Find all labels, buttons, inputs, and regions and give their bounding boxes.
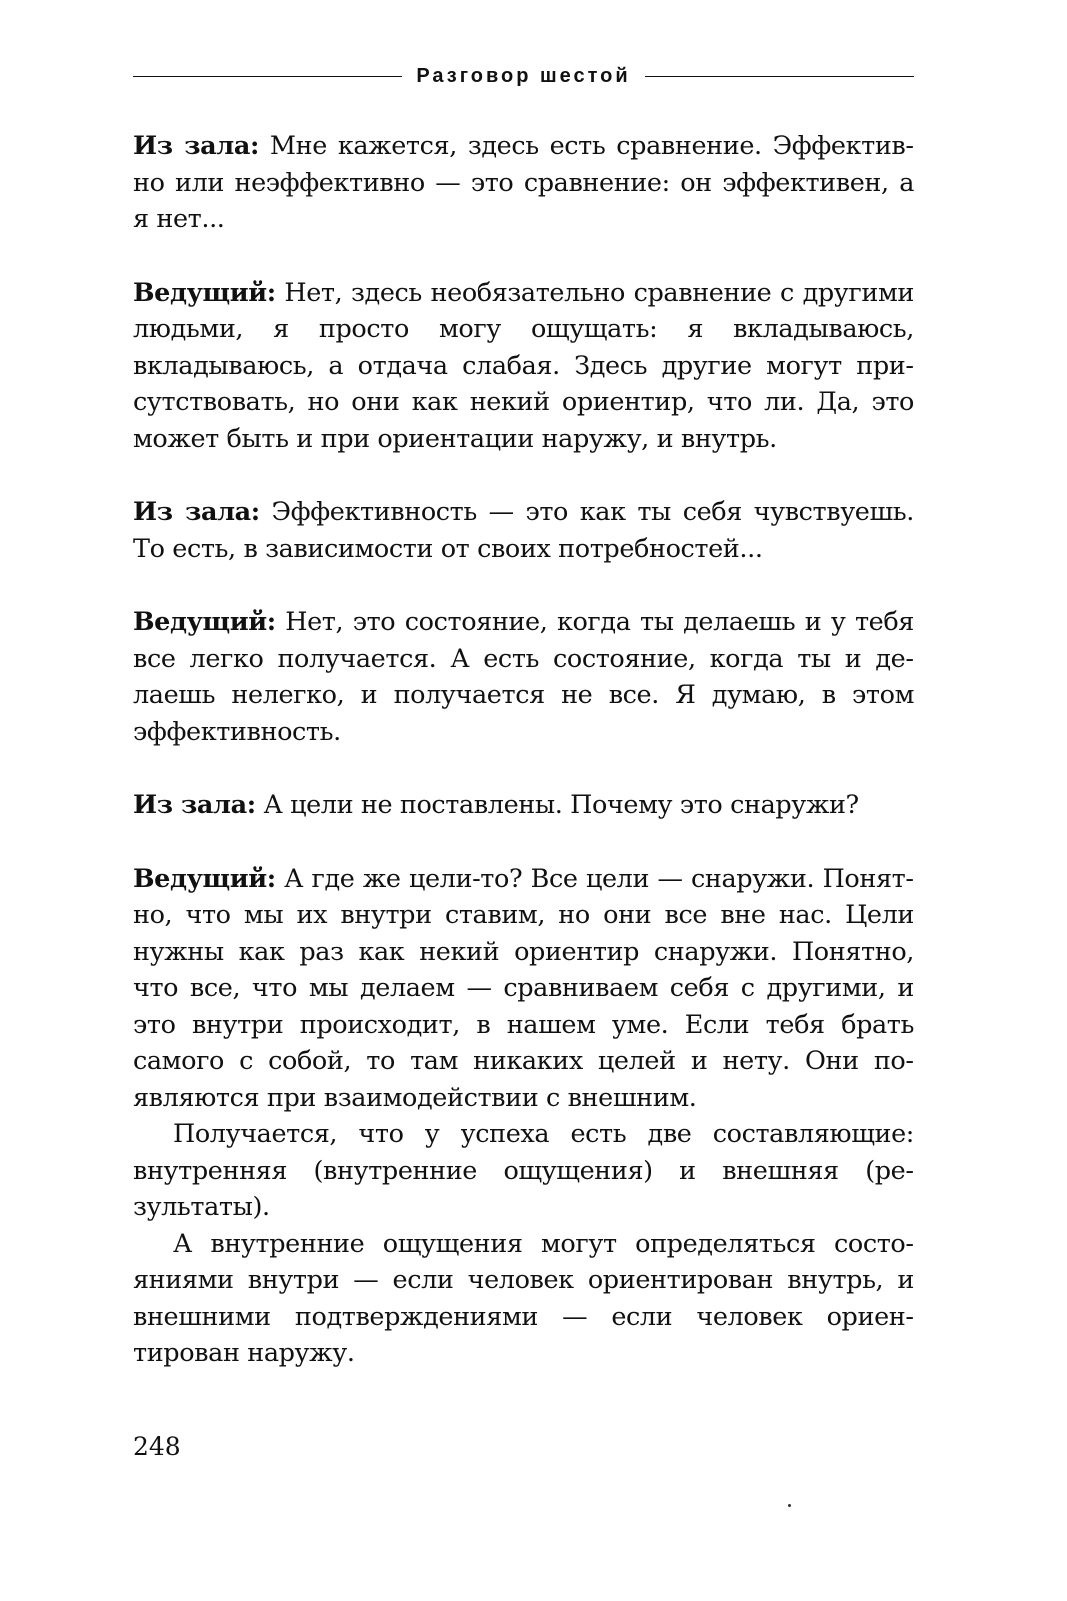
running-header	[133, 64, 914, 88]
print-speck	[788, 1504, 791, 1507]
paragraph-text: Мне кажется, здесь есть сравнение. Эффективно или неэффективно — это сравнение: он эффективен, а я нет...	[133, 131, 914, 234]
paragraph-7: Получается, что у успеха есть две составляющие: внутренняя (внутренние ощущения) и внешняя (результаты).	[133, 1119, 914, 1222]
header-rule-right	[645, 76, 914, 77]
page-number: 248	[133, 1432, 181, 1461]
paragraph-4	[133, 604, 914, 750]
paragraph-5	[133, 787, 914, 824]
speaker-label: Из зала:	[133, 497, 260, 527]
speaker-label: Ведущий:	[133, 607, 276, 637]
paragraph-text: Нет, здесь необязательно сравнение с другими людьми, я просто могу ощущать: я вкладываюсь, вкладываюсь, а отдача слабая. Здесь другие могут присутствовать, но они как некий ориентир, что ли. Да, это может быть и при ориентации наружу, и внутрь.	[133, 277, 914, 454]
paragraph-text: А где же цели-то? Все цели — снаружи. Понятно, что мы их внутри ставим, но они все вне нас. Цели нужны как раз как некий ориентир снаружи. Понятно, что все, что мы делаем — сравниваем себя с другими, и это внутри происходит, в нашем уме. Если тебя брать самого с собой, то там никаких целей и нету. Они появляются при взаимодействии с внешним.	[133, 863, 914, 1113]
speaker-label: Ведущий:	[133, 277, 276, 308]
page-body	[133, 128, 914, 1372]
paragraph-text: А цели не поставлены. Почему это снаружи?	[255, 790, 859, 820]
running-header-title: Разговор шестой	[416, 64, 631, 87]
paragraph-2	[133, 275, 914, 458]
speaker-label: Ведущий:	[133, 863, 276, 894]
speaker-label: Из зала:	[133, 131, 259, 161]
paragraph-text: Эффективность — это как ты себя чувствуешь. То есть, в зависимости от своих потребностей...	[133, 497, 914, 564]
paragraph-6	[133, 861, 914, 1117]
paragraph-1	[133, 128, 914, 238]
paragraph-3	[133, 494, 914, 567]
speaker-label: Из зала:	[133, 790, 256, 820]
paragraph-8: А внутренние ощущения могут определяться состояниями внутри — если человек ориентирован внутрь, и внешними подтверждениями — если человек ориентирован наружу.	[133, 1228, 914, 1368]
paragraph-text: Нет, это состояние, когда ты делаешь и у тебя все легко получается. А есть состояние, когда ты и делаешь нелегко, и получается не все. Я думаю, в этом эффективность.	[133, 607, 914, 747]
header-rule-left	[133, 76, 402, 77]
